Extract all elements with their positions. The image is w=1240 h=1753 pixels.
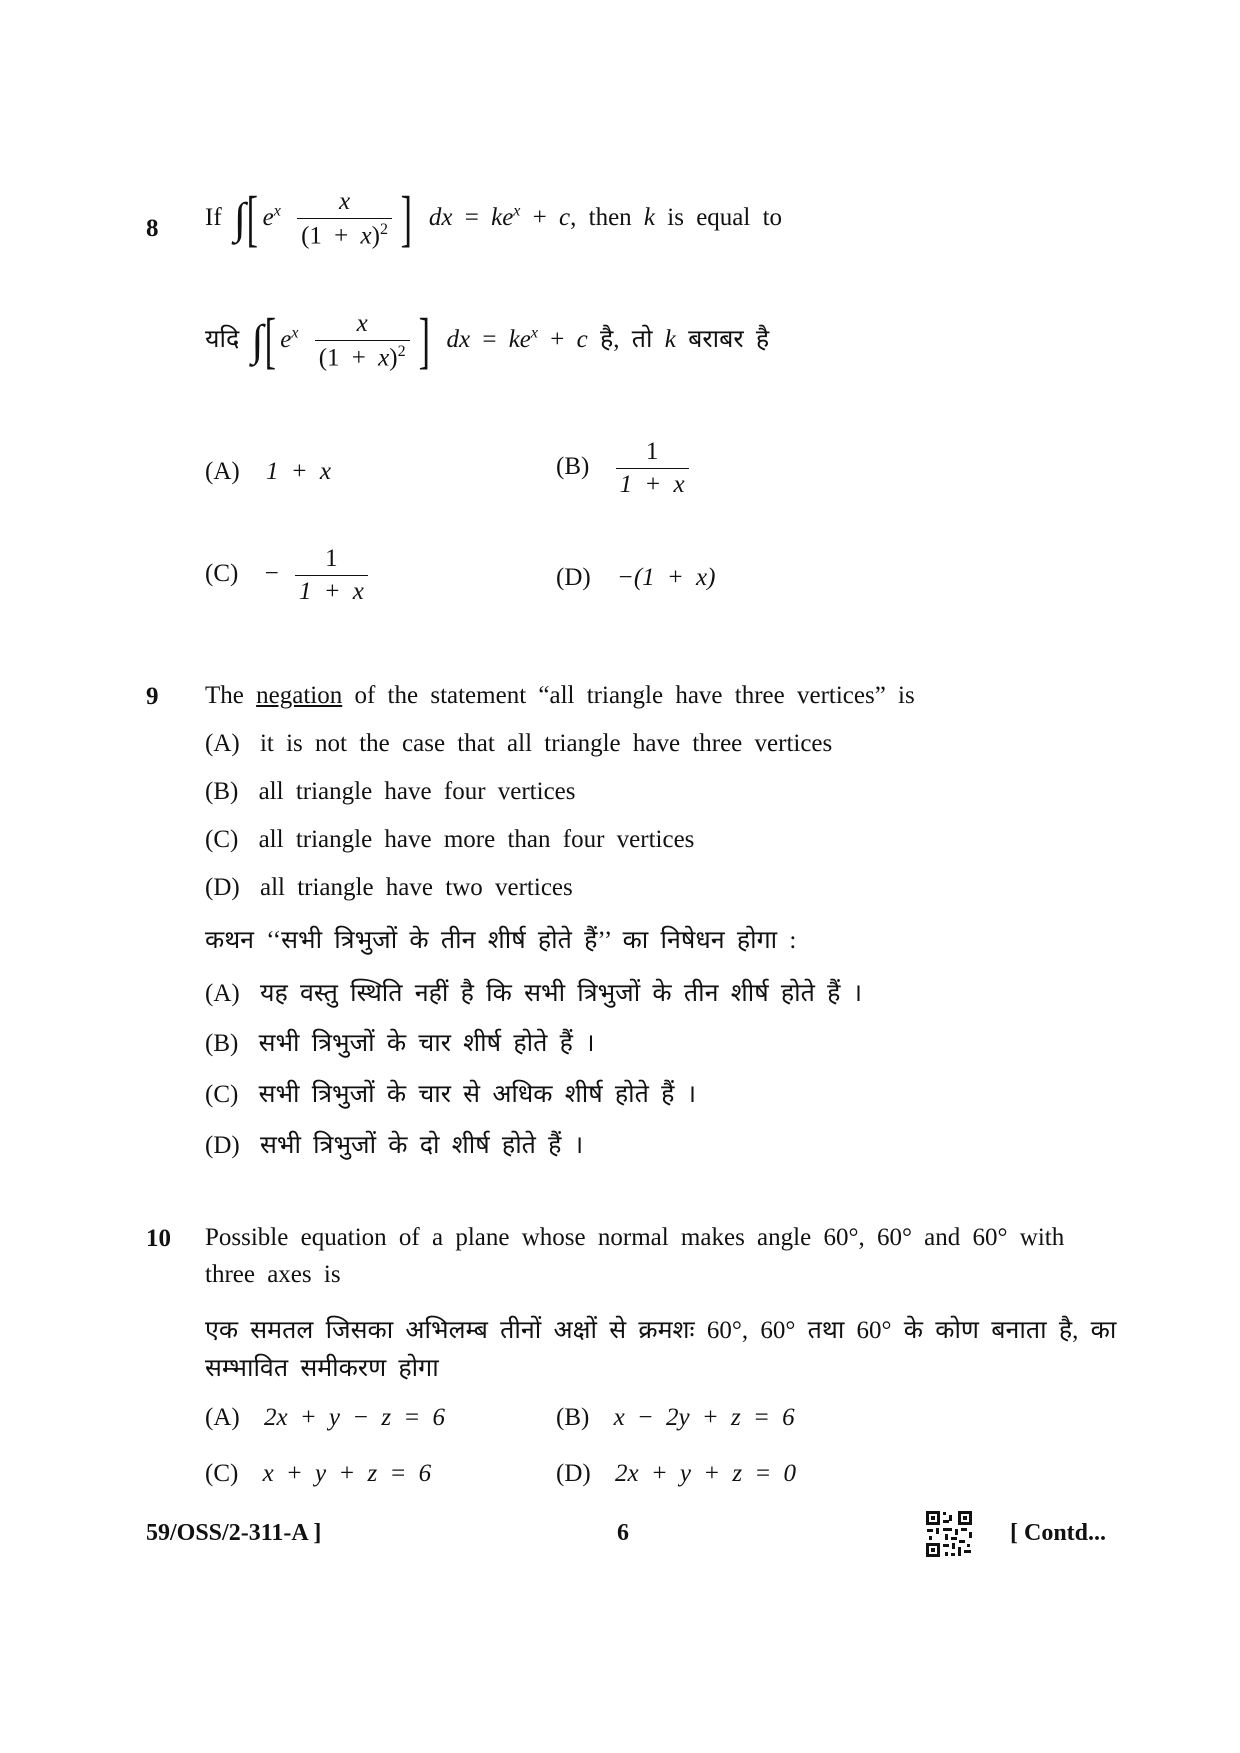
left-bracket-hi: [ (264, 307, 276, 376)
option-label: (D) (205, 1132, 240, 1159)
integral-sign: ∫ (233, 194, 246, 244)
q8-option-b (556, 438, 693, 499)
q8-hi-integrand: $e^x$ $\frac{x}{(1 + x)^2}$ (280, 326, 413, 353)
right-bracket-hi: ] (418, 307, 430, 376)
option-label: (D) (205, 874, 240, 901)
option-label: (A) (205, 730, 240, 757)
option-sign: − (264, 560, 279, 588)
q8-hi-k: k (664, 325, 676, 353)
option-label: (A) (205, 458, 240, 485)
option-text: it is not the case that all triangle have three vertices (259, 730, 833, 757)
option-label: (B) (205, 1030, 239, 1057)
question-10-stem-en-line2: three axes is (205, 1261, 341, 1288)
question-10-stem-hi-line1: एक समतल जिसका अभिलम्ब तीनों अक्षों से क्रमशः 60°, 60° तथा 60° के कोण बनाता है, का (205, 1317, 1117, 1344)
option-value: 2x + y − z = 6 (263, 1404, 446, 1431)
option-text: all triangle have more than four vertices (258, 826, 695, 853)
question-8-stem-hi (205, 307, 770, 376)
q8-en-fraction: $\frac{x}{(1 + x)^2}$ (297, 188, 392, 250)
option-label: (A) (205, 1404, 240, 1431)
option-label: (B) (556, 453, 590, 481)
q8-option-d (556, 564, 715, 592)
q8-option-c (205, 545, 372, 606)
page-number: 6 (617, 1520, 629, 1546)
fraction-denominator: 1 + x (616, 468, 689, 499)
q9-option-d-hi (205, 1127, 583, 1161)
q9-option-b-en (205, 778, 576, 806)
q10-option-a (205, 1404, 445, 1432)
option-fraction (616, 438, 689, 499)
option-label: (C) (205, 826, 239, 853)
q9-option-c-en (205, 826, 694, 854)
q8-en-integrand: $e^x$ $\frac{x}{(1 + x)^2}$ (263, 204, 396, 231)
option-label: (C) (205, 560, 239, 588)
option-label: (C) (205, 1460, 239, 1487)
option-label: (B) (556, 1404, 590, 1431)
option-fraction (295, 545, 368, 606)
question-8-stem-en (205, 185, 783, 254)
q10-option-c (205, 1460, 431, 1488)
q8-hi-rhs: dx = $ke^x + c$ (446, 324, 588, 353)
question-10-stem-hi-line2: सम्भावित समीकरण होगा (205, 1355, 439, 1382)
paper-code: 59/OSS/2-311-A ] (146, 1520, 322, 1546)
option-value: x + y + z = 6 (262, 1460, 432, 1487)
q8-hi-fraction: $\frac{x}{(1 + x)^2}$ (315, 310, 410, 372)
q8-en-rhs: dx = $ke^x + c$ (428, 202, 571, 231)
q9-stem-post: of the statement “all triangle have three vertices” is (354, 682, 915, 709)
q8-en-suffix: , then (570, 203, 632, 231)
q8-hi-end: बराबर है (688, 325, 770, 353)
fraction-numerator: 1 (325, 545, 338, 572)
q9-option-c-hi (205, 1076, 696, 1110)
integral-sign-hi: ∫ (251, 316, 264, 366)
q8-option-a (205, 458, 331, 486)
option-label: (D) (556, 564, 591, 591)
question-8-number: 8 (146, 215, 159, 242)
option-text: यह वस्तु स्थिति नहीं है कि सभी त्रिभुजों के तीन शीर्ष होते हैं । (259, 980, 863, 1007)
question-10-number: 10 (146, 1225, 171, 1252)
q9-stem-underlined: negation (256, 682, 343, 709)
option-label: (A) (205, 980, 240, 1007)
q9-option-a-hi (205, 975, 862, 1009)
option-value: 2x + y + z = 0 (614, 1460, 797, 1487)
question-10-stem-en-line1: Possible equation of a plane whose normal makes angle 60°, 60° and 60° with (205, 1224, 1065, 1251)
q10-option-d (556, 1460, 796, 1488)
q8-en-prefix: If (205, 203, 222, 231)
q8-hi-suffix: है, तो (599, 325, 653, 353)
option-text: सभी त्रिभुजों के चार शीर्ष होते हैं । (258, 1030, 595, 1057)
fraction-numerator: 1 (645, 438, 659, 465)
q8-hi-prefix: यदि (205, 325, 240, 353)
option-label: (C) (205, 1081, 239, 1108)
right-bracket: ] (400, 185, 412, 254)
option-text: सभी त्रिभुजों के दो शीर्ष होते हैं । (259, 1132, 584, 1159)
option-value: 1 + x (265, 458, 331, 485)
question-9-stem-en (205, 682, 915, 710)
continued-label: [ Contd... (1010, 1520, 1107, 1546)
q8-en-k: k (643, 203, 656, 231)
fraction-denominator: 1 + x (295, 575, 368, 606)
option-text: all triangle have four vertices (258, 778, 576, 805)
q9-stem-pre: The (205, 682, 244, 709)
question-9-number: 9 (146, 683, 159, 710)
option-value: x − 2y + z = 6 (613, 1404, 795, 1431)
option-text: सभी त्रिभुजों के चार से अधिक शीर्ष होते हैं । (258, 1081, 697, 1108)
question-9-stem-hi: कथन ‘‘सभी त्रिभुजों के तीन शीर्ष होते हैं’’ का निषेधन होगा : (205, 927, 797, 954)
left-bracket: [ (246, 185, 258, 254)
q9-option-b-hi (205, 1025, 595, 1059)
q9-option-a-en (205, 730, 832, 758)
qr-code-icon (925, 1510, 973, 1558)
option-text: all triangle have two vertices (259, 874, 573, 901)
q8-en-end: is equal to (667, 203, 783, 231)
q9-option-d-en (205, 874, 573, 902)
option-label: (B) (205, 778, 239, 805)
option-label: (D) (556, 1460, 591, 1487)
q10-option-b (556, 1404, 795, 1432)
option-value: −(1 + x) (616, 564, 716, 591)
